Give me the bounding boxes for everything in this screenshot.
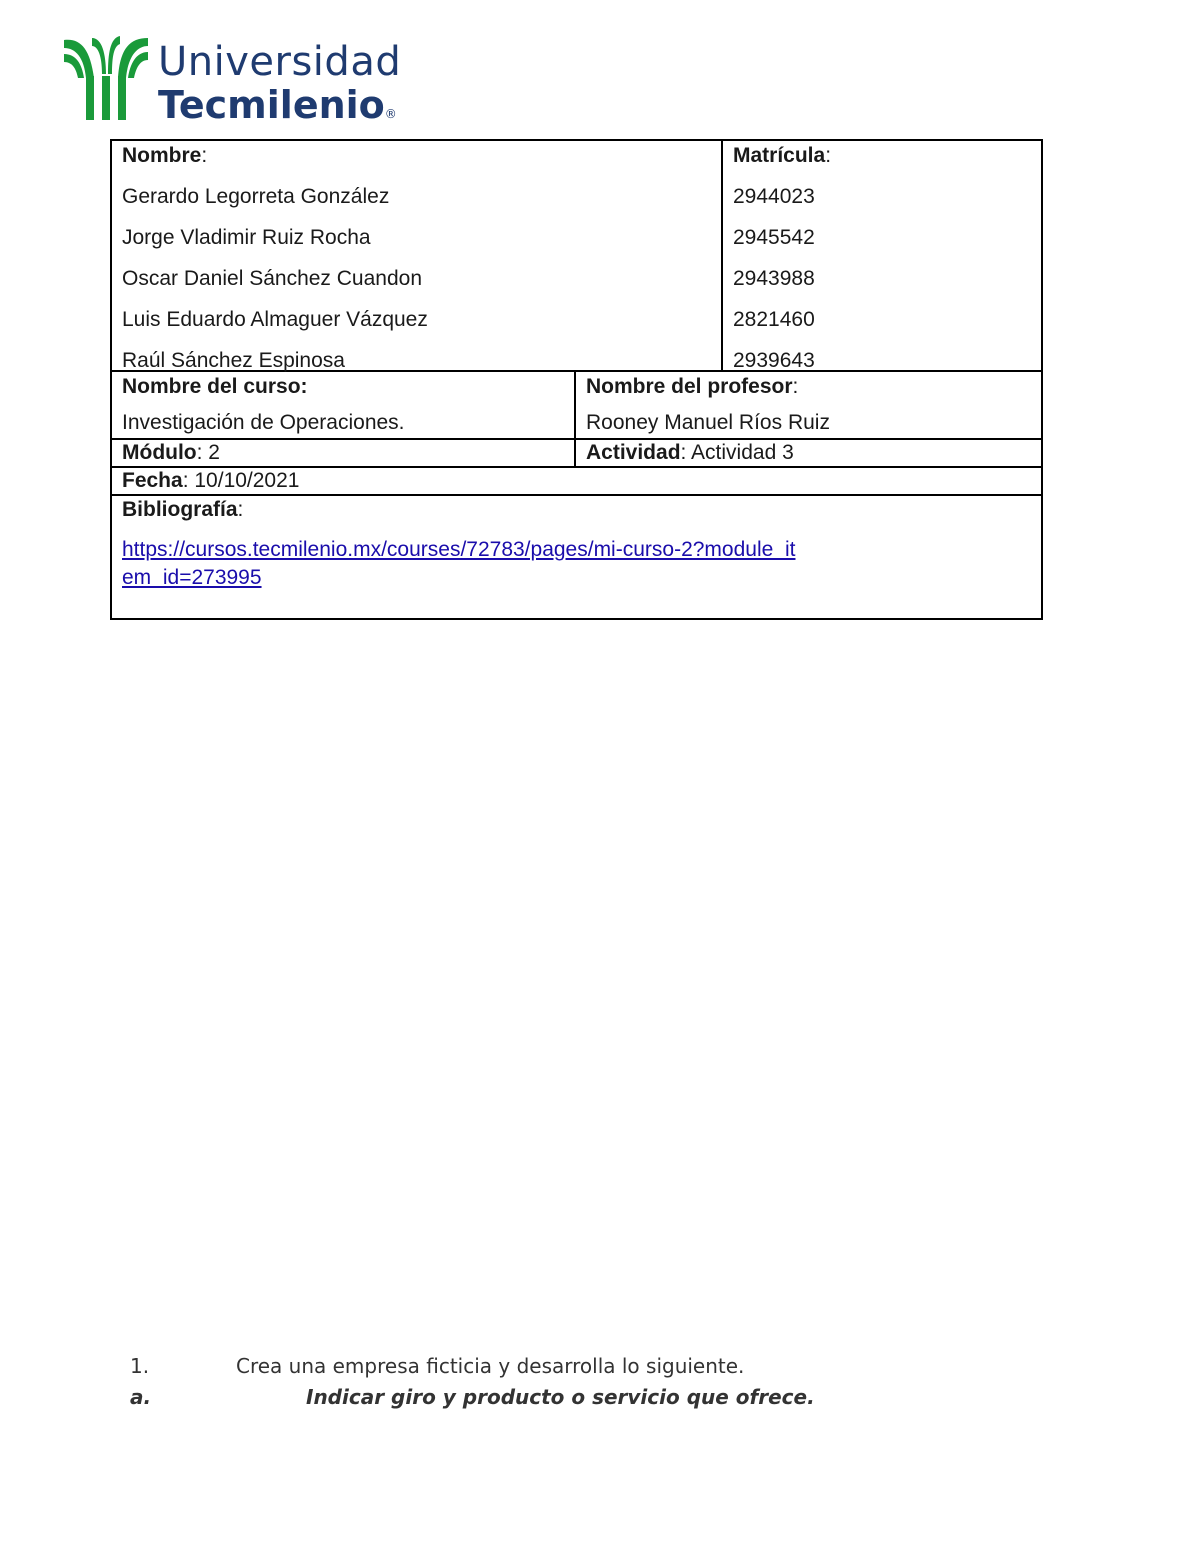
professor-value: Rooney Manuel Ríos Ruiz [586,411,830,434]
professor-label: Nombre del profesor [586,375,793,398]
student-id: 2944023 [733,185,815,208]
date-row [112,468,1041,496]
date-cell [112,468,1041,494]
module-cell [112,440,574,466]
course-label: Nombre del curso: [122,375,308,398]
bibliography-label: Bibliografía [122,498,238,521]
student-name: Luis Eduardo Almaguer Vázquez [122,308,428,331]
student-id: 2945542 [733,226,815,249]
cover-table [110,139,1043,620]
logo-line-universidad: Universidad [158,39,402,85]
activity-value: : Actividad 3 [680,441,794,464]
students-row [112,141,1041,372]
course-cell [112,372,574,438]
student-id: 2943988 [733,267,815,290]
registered-mark: ® [384,107,397,121]
student-name: Gerardo Legorreta González [122,185,390,208]
professor-cell: Nombre del profesor: Rooney Manuel Ríos Ruiz [574,372,1041,438]
logo-wordmark [158,39,402,127]
date-label: Fecha [122,469,183,492]
student-id: 2821460 [733,308,815,331]
course-row [112,372,1041,440]
activity-label: Actividad [586,441,681,464]
student-id: 2939643 [733,349,815,372]
activity-cell [574,440,1041,466]
list-item-text: Indicar giro y producto o servicio que ofrece. [306,1385,815,1409]
student-name: Oscar Daniel Sánchez Cuandon [122,267,423,290]
student-name: Jorge Vladimir Ruiz Rocha [122,226,371,249]
tecmilenio-mark-icon [62,34,152,124]
bibliography-link[interactable]: https://cursos.tecmilenio.mx/courses/72783/pages/mi-curso-2?module_item_id=273995 [122,538,796,589]
list-item-letter: a. [130,1385,152,1409]
list-item-text: Crea una empresa ficticia y desarrolla lo siguiente. [236,1354,745,1378]
date-value: : 10/10/2021 [182,469,300,492]
list-item-number: 1. [130,1354,150,1378]
module-label: Módulo [122,441,197,464]
bibliography-cell: Bibliografía: https://cursos.tecmilenio.mx/courses/72783/pages/mi-curso-2?module_item_id=273995 [112,496,1041,618]
matricula-label: Matrícula [733,144,826,167]
module-value: : 2 [196,441,220,464]
university-logo [62,34,402,127]
names-column: Nombre : Gerardo Legorreta González Jorge Vladimir Ruiz Rocha Oscar Daniel Sánchez Cuandon Luis Eduardo Almaguer Vázquez Raúl Sánchez Espinosa [112,141,721,370]
name-label: Nombre [122,144,202,167]
module-row [112,440,1041,468]
logo-line-tecmilenio: Tecmilenio [158,83,385,127]
ids-column: Matrícula : 2944023 2945542 2943988 2821460 2939643 [721,141,1041,370]
bibliography-row [112,496,1041,618]
student-name: Raúl Sánchez Espinosa [122,349,345,372]
course-value: Investigación de Operaciones. [122,411,405,434]
